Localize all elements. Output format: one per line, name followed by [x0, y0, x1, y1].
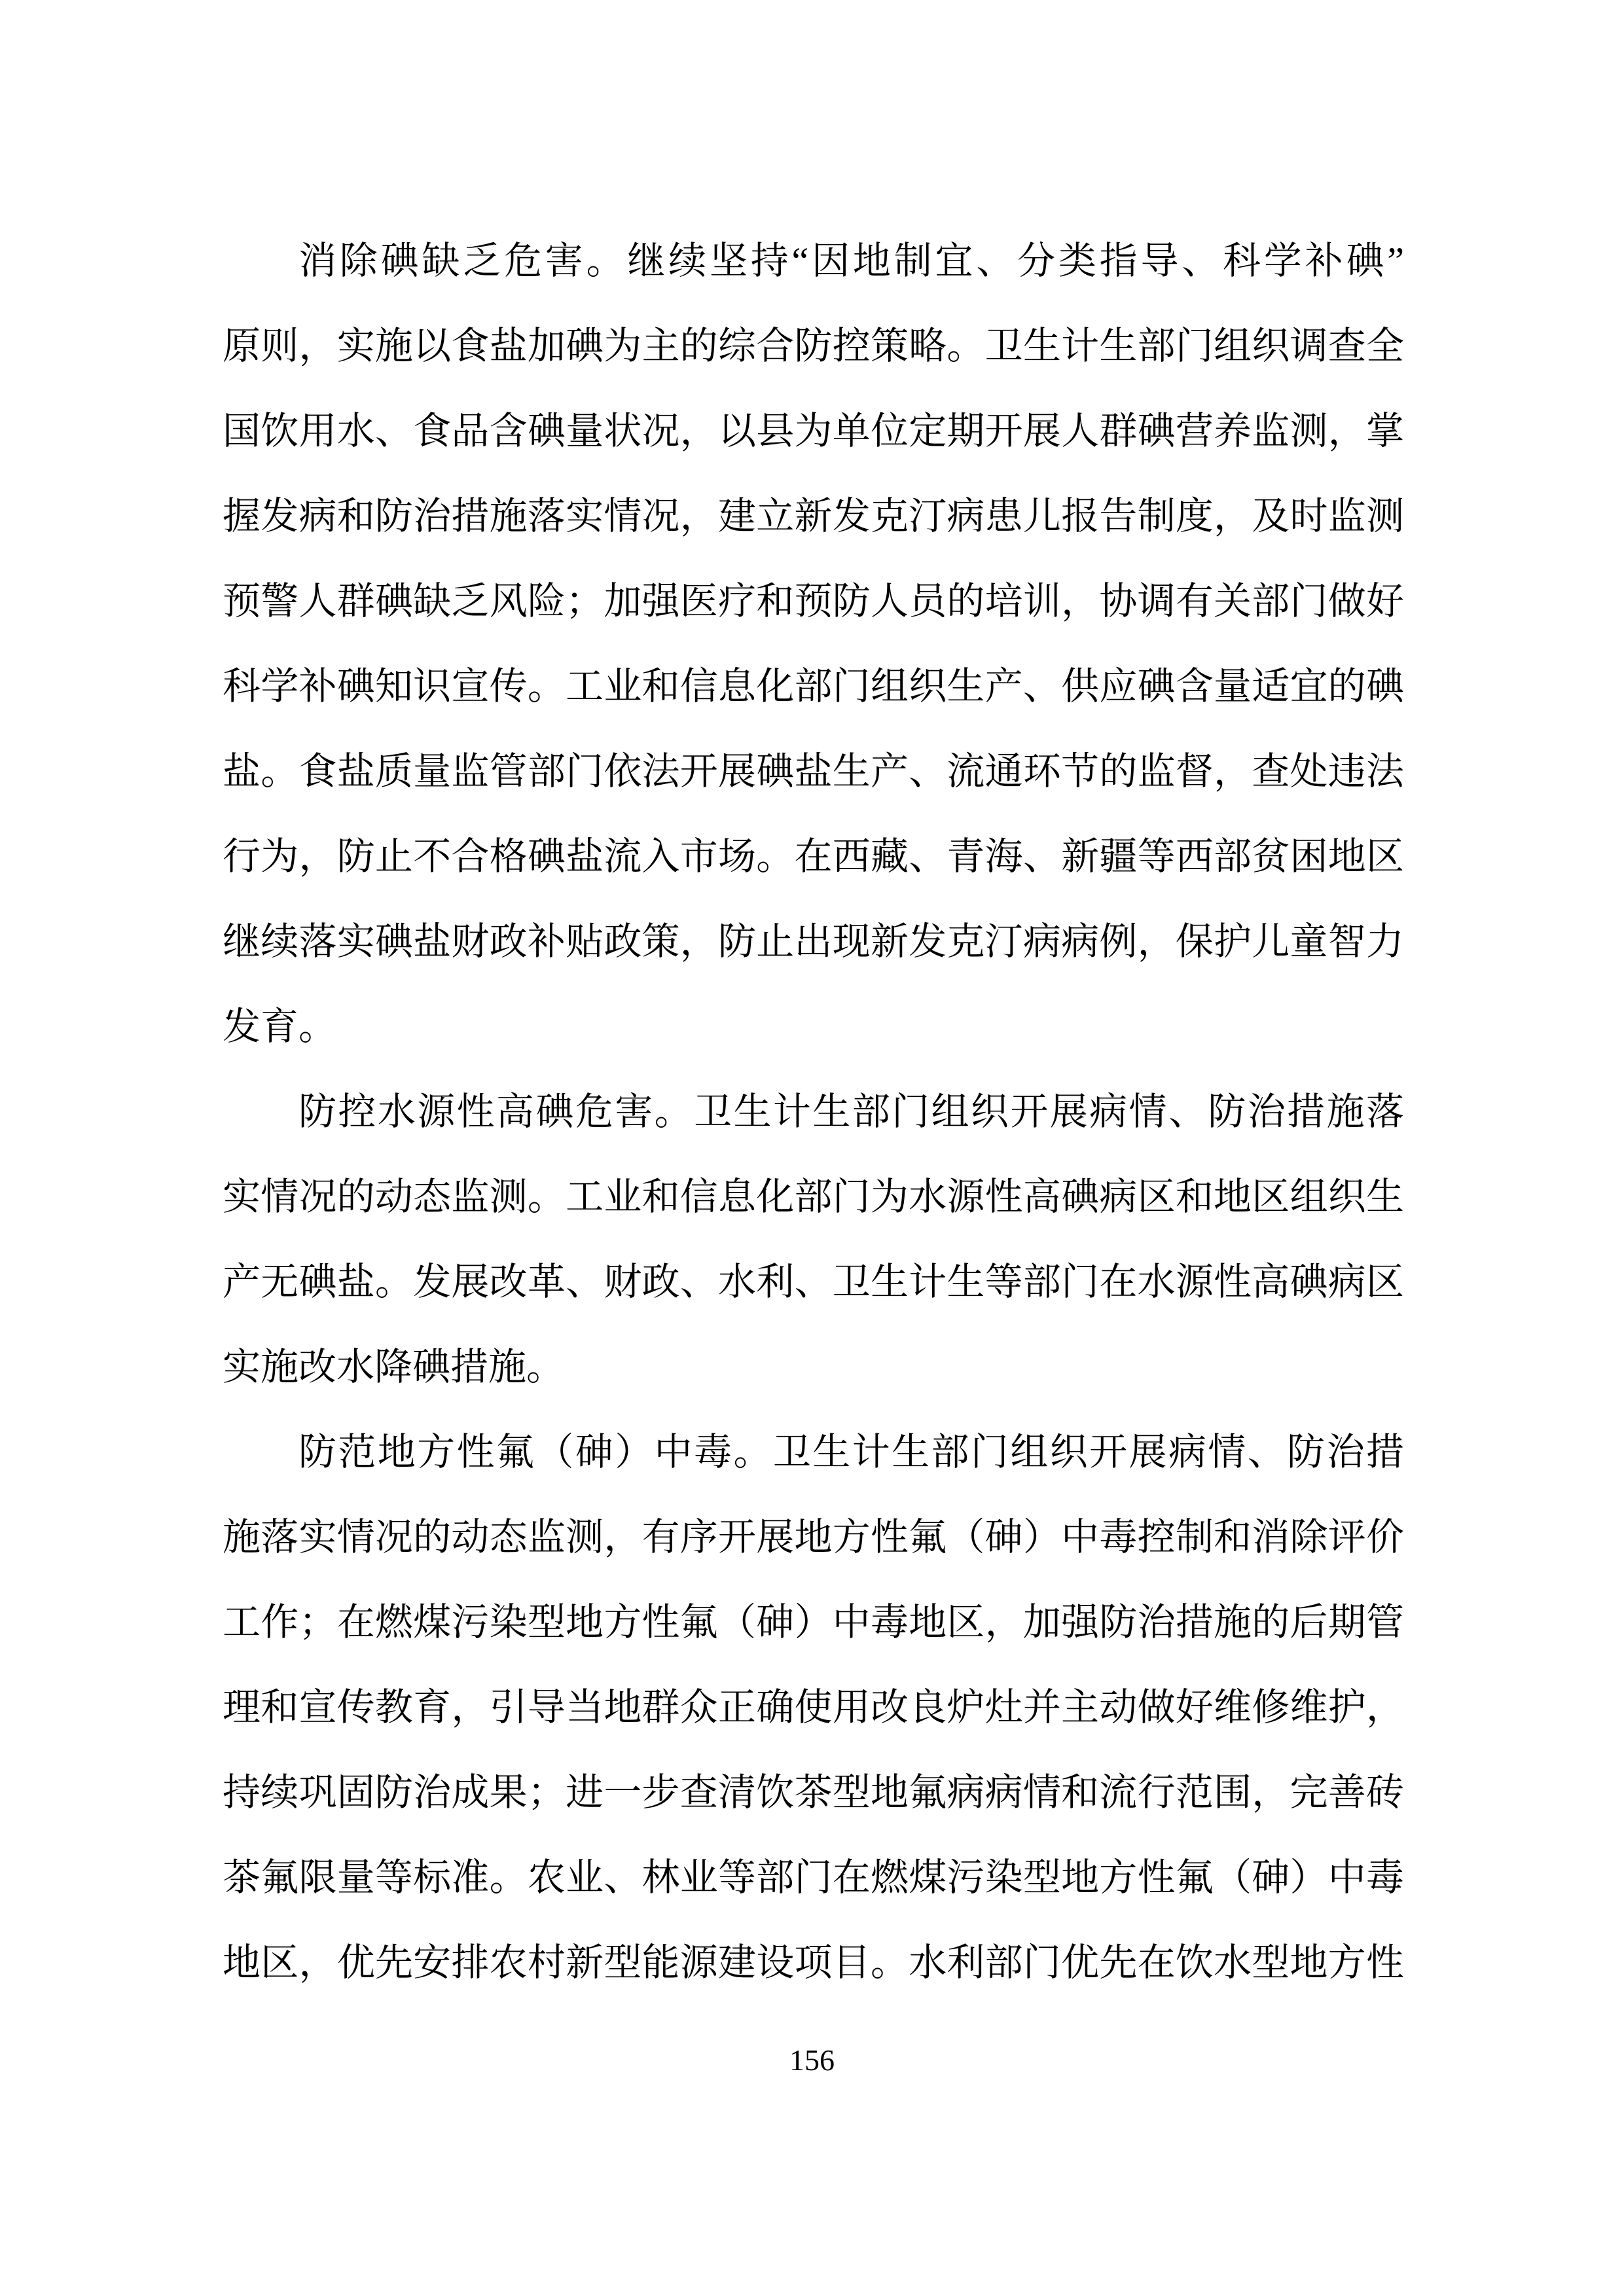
paragraph: [223, 1410, 1404, 2005]
text-block: [223, 219, 1404, 2005]
text-line: 实情况的动态监测。工业和信息化部门为水源性高碘病区和地区组织生: [223, 1175, 1404, 1218]
text-line: 国饮用水、食品含碘量状况，以县为单位定期开展人群碘营养监测，掌: [223, 410, 1404, 452]
text-line: 握发病和防治措施落实情况，建立新发克汀病患儿报告制度，及时监测: [223, 495, 1404, 537]
text-line: 原则，实施以食盐加碘为主的综合防控策略。卫生计生部门组织调查全: [223, 325, 1404, 367]
text-line: 科学补碘知识宣传。工业和信息化部门组织生产、供应碘含量适宜的碘: [223, 665, 1404, 708]
text-line: 防范地方性氟（砷）中毒。卫生计生部门组织开展病情、防治措: [298, 1431, 1404, 1473]
text-line: 工作；在燃煤污染型地方性氟（砷）中毒地区，加强防治措施的后期管: [223, 1601, 1404, 1643]
text-line: 发育。: [223, 1005, 337, 1048]
text-line: 行为，防止不合格碘盐流入市场。在西藏、青海、新疆等西部贫困地区: [223, 835, 1404, 878]
text-line: 理和宣传教育，引导当地群众正确使用改良炉灶并主动做好维修维护，: [223, 1686, 1404, 1729]
text-line: 实施改水降碘措施。: [223, 1346, 565, 1388]
text-line: 防控水源性高碘危害。卫生计生部门组织开展病情、防治措施落: [298, 1090, 1404, 1133]
text-line: 产无碘盐。发展改革、财政、水利、卫生计生等部门在水源性高碘病区: [223, 1261, 1404, 1303]
text-line: 消除碘缺乏危害。继续坚持“因地制宜、分类指导、科学补碘”: [298, 240, 1404, 282]
text-line: 预警人群碘缺乏风险；加强医疗和预防人员的培训，协调有关部门做好: [223, 580, 1404, 622]
text-line: 盐。食盐质量监管部门依法开展碘盐生产、流通环节的监督，查处违法: [223, 750, 1404, 793]
text-line: 继续落实碘盐财政补贴政策，防止出现新发克汀病病例，保护儿童智力: [223, 920, 1404, 963]
text-line: 持续巩固防治成果；进一步查清饮茶型地氟病病情和流行范围，完善砖: [223, 1771, 1404, 1814]
text-line: 茶氟限量等标准。农业、林业等部门在燃煤污染型地方性氟（砷）中毒: [223, 1856, 1404, 1899]
text-line: 施落实情况的动态监测，有序开展地方性氟（砷）中毒控制和消除评价: [223, 1516, 1404, 1558]
paragraph: [223, 1069, 1404, 1410]
paragraph: [223, 219, 1404, 1069]
page-number: 156: [789, 2043, 835, 2077]
text-line: 地区，优先安排农村新型能源建设项目。水利部门优先在饮水型地方性: [223, 1941, 1404, 1984]
